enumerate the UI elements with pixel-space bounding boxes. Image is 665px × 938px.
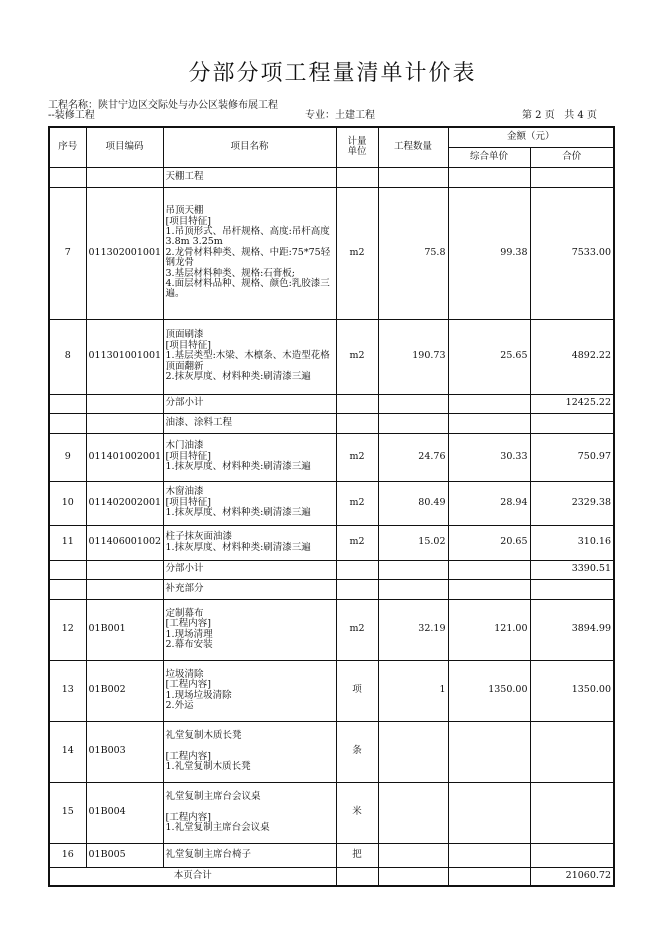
row-page-total [49, 867, 614, 886]
cell-code: 01B004 [86, 782, 163, 843]
cell-total [530, 413, 614, 433]
project-name: 工程名称：陕甘宁边区交际处与办公区装修布展工程 [48, 100, 278, 111]
cell-unit: m2 [336, 525, 378, 560]
cell-no: 16 [49, 843, 86, 867]
row-section [49, 167, 614, 187]
cell-total [530, 843, 614, 867]
cell-name: 补充部分 [163, 579, 336, 599]
cell-price: 28.94 [448, 481, 530, 525]
cell-qty [378, 413, 448, 433]
table-row [49, 599, 614, 660]
cell-total: 12425.22 [530, 394, 614, 413]
cell-total: 1350.00 [530, 660, 614, 721]
cell-code: 011402002001 [86, 481, 163, 525]
cell-name: 定制幕布 [工程内容] 1.现场清理 2.幕布安装 [163, 599, 336, 660]
page-info: 第 2 页 共 4 页 [522, 110, 597, 121]
cell-code: 01B003 [86, 721, 163, 782]
cell-name: 顶面刷漆 [项目特征] 1.基层类型:木梁、木檩条、木造型花格顶面翻新 2.抹灰厚度、材料种类:刷清漆三遍 [163, 319, 336, 394]
cell-qty: 80.49 [378, 481, 448, 525]
cell-no: 15 [49, 782, 86, 843]
cell-qty [378, 782, 448, 843]
cell-code [86, 560, 163, 579]
cell-name: 垃圾清除 [工程内容] 1.现场垃圾清除 2.外运 [163, 660, 336, 721]
cell-total: 4892.22 [530, 319, 614, 394]
cell-name: 分部小计 [163, 560, 336, 579]
cell-price: 1350.00 [448, 660, 530, 721]
cell-code [86, 394, 163, 413]
cell-qty [378, 867, 448, 886]
cell-name: 油漆、涂料工程 [163, 413, 336, 433]
cell-qty: 15.02 [378, 525, 448, 560]
cell-name: 礼堂复制主席台椅子 [163, 843, 336, 867]
cell-total: 3894.99 [530, 599, 614, 660]
cell-code: 011401002001 [86, 433, 163, 481]
cell-unit: m2 [336, 319, 378, 394]
project-name-cont: --装修工程 [48, 110, 95, 121]
cell-total [530, 782, 614, 843]
header-unit: 计量 单位 [336, 127, 378, 167]
cell-qty: 190.73 [378, 319, 448, 394]
header-unit-price: 综合单价 [448, 147, 530, 167]
cell-name: 木窗油漆 [项目特征] 1.抹灰厚度、材料种类:刷清漆三遍 [163, 481, 336, 525]
row-section [49, 413, 614, 433]
cell-no: 12 [49, 599, 86, 660]
cell-no [49, 560, 86, 579]
cell-unit: 把 [336, 843, 378, 867]
cell-unit: m2 [336, 599, 378, 660]
cell-qty: 1 [378, 660, 448, 721]
cell-name: 分部小计 [163, 394, 336, 413]
cell-code [86, 167, 163, 187]
cell-code: 01B001 [86, 599, 163, 660]
cell-name: 木门油漆 [项目特征] 1.抹灰厚度、材料种类:刷清漆三遍 [163, 433, 336, 481]
header-name: 项目名称 [163, 127, 336, 167]
cell-price [448, 843, 530, 867]
cell-price: 25.65 [448, 319, 530, 394]
cell-qty [378, 394, 448, 413]
cell-unit: m2 [336, 433, 378, 481]
row-subtotal [49, 560, 614, 579]
specialty: 专业：土建工程 [305, 110, 375, 121]
cell-qty: 32.19 [378, 599, 448, 660]
cell-price [448, 721, 530, 782]
cell-price [448, 579, 530, 599]
header-qty: 工程数量 [378, 127, 448, 167]
cell-unit: 项 [336, 660, 378, 721]
row-subtotal [49, 394, 614, 413]
cell-price [448, 560, 530, 579]
cell-unit: m2 [336, 481, 378, 525]
cell-unit: m2 [336, 187, 378, 319]
header-no: 序号 [49, 127, 86, 167]
cell-code: 011406001002 [86, 525, 163, 560]
cell-unit: 条 [336, 721, 378, 782]
cell-total: 750.97 [530, 433, 614, 481]
cell-total [530, 167, 614, 187]
row-section [49, 579, 614, 599]
cell-qty [378, 560, 448, 579]
cell-no: 10 [49, 481, 86, 525]
cell-no [49, 394, 86, 413]
cell-unit [336, 413, 378, 433]
cell-code: 011301001001 [86, 319, 163, 394]
cell-code [86, 413, 163, 433]
cell-no: 14 [49, 721, 86, 782]
bill-table [48, 126, 615, 887]
cell-no: 13 [49, 660, 86, 721]
cell-price [448, 167, 530, 187]
cell-qty [378, 167, 448, 187]
cell-unit [336, 560, 378, 579]
cell-price: 30.33 [448, 433, 530, 481]
cell-total: 2329.38 [530, 481, 614, 525]
cell-qty: 24.76 [378, 433, 448, 481]
cell-qty: 75.8 [378, 187, 448, 319]
cell-price: 20.65 [448, 525, 530, 560]
cell-total [530, 579, 614, 599]
cell-total [530, 721, 614, 782]
cell-price [448, 782, 530, 843]
cell-unit [336, 867, 378, 886]
cell-name: 礼堂复制木质长凳 [工程内容] 1.礼堂复制木质长凳 [163, 721, 336, 782]
cell-qty [378, 579, 448, 599]
cell-name: 礼堂复制主席台会议桌 [工程内容] 1.礼堂复制主席台会议桌 [163, 782, 336, 843]
table-row [49, 660, 614, 721]
cell-unit [336, 167, 378, 187]
header-code: 项目编码 [86, 127, 163, 167]
cell-code [86, 579, 163, 599]
cell-price [448, 413, 530, 433]
cell-code: 01B005 [86, 843, 163, 867]
cell-no [49, 413, 86, 433]
table-row [49, 782, 614, 843]
cell-no: 11 [49, 525, 86, 560]
cell-name: 吊顶天棚 [项目特征] 1.吊顶形式、吊杆规格、高度:吊杆高度3.8m 3.25m 2.龙骨材料种类、规格、中距:75*75轻钢龙骨 3.基层材料种类、规格:石膏板; 4.面层材料品种、规格、颜色:乳胶漆三遍。 [163, 187, 336, 319]
cell-price: 121.00 [448, 599, 530, 660]
table-row [49, 481, 614, 525]
cell-qty [378, 721, 448, 782]
table-row [49, 319, 614, 394]
cell-name: 天棚工程 [163, 167, 336, 187]
cell-name: 柱子抹灰面油漆 1.抹灰厚度、材料种类:刷清漆三遍 [163, 525, 336, 560]
header-amount: 金额（元） [448, 127, 614, 147]
table-row [49, 721, 614, 782]
cell-price [448, 867, 530, 886]
header-total: 合价 [530, 147, 614, 167]
cell-no [49, 579, 86, 599]
cell-price: 99.38 [448, 187, 530, 319]
cell-no: 7 [49, 187, 86, 319]
cell-unit [336, 579, 378, 599]
cell-unit [336, 394, 378, 413]
table-row [49, 843, 614, 867]
table-row [49, 525, 614, 560]
table-row [49, 187, 614, 319]
cell-price [448, 394, 530, 413]
cell-total: 310.16 [530, 525, 614, 560]
cell-total: 7533.00 [530, 187, 614, 319]
cell-no: 8 [49, 319, 86, 394]
table-row [49, 433, 614, 481]
cell-code: 011302001001 [86, 187, 163, 319]
cell-code: 01B002 [86, 660, 163, 721]
page-total-value: 21060.72 [530, 867, 614, 886]
page-total-label: 本页合计 [49, 867, 336, 886]
cell-total: 3390.51 [530, 560, 614, 579]
cell-unit: 米 [336, 782, 378, 843]
page-title: 分部分项工程量清单计价表 [188, 61, 477, 86]
cell-no [49, 167, 86, 187]
cell-no: 9 [49, 433, 86, 481]
cell-qty [378, 843, 448, 867]
